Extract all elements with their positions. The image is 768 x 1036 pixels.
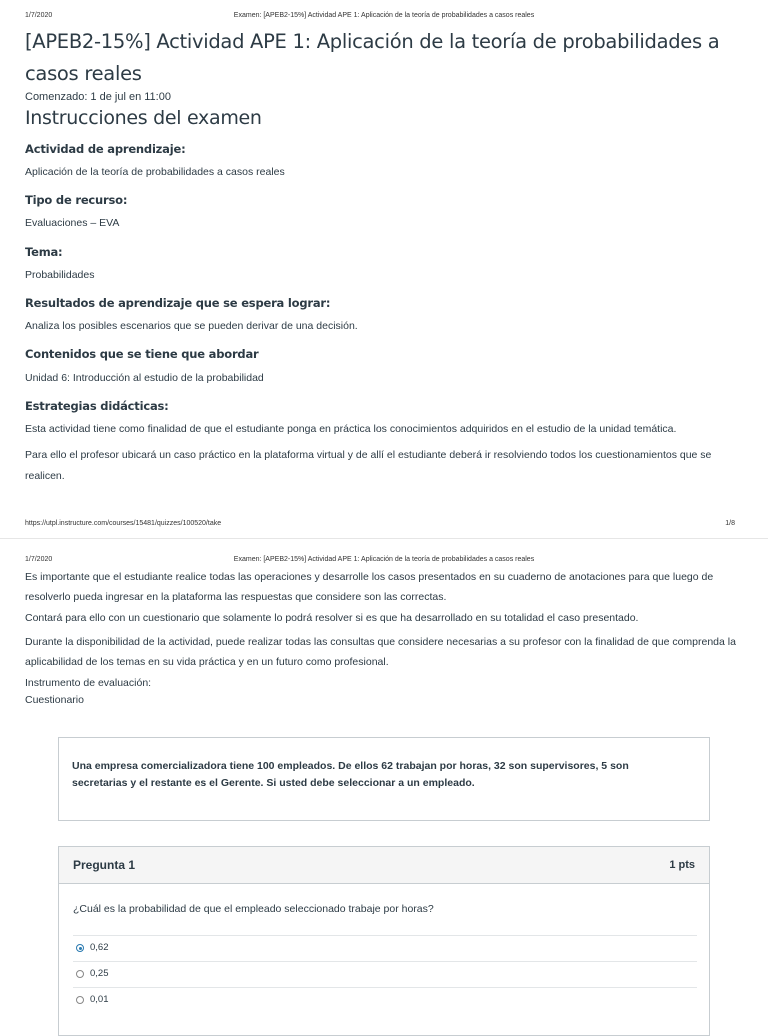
instructions-paragraph-3: Es importante que el estudiante realice todas las operaciones y desarrolle los casos presentados en su cuaderno de anotaciones para que luego de resolverlo pueda ingresar en la plataforma las respuestas que considere son las correctas.	[25, 571, 714, 603]
print-date: 1/7/2020	[25, 12, 53, 19]
answer-option-label[interactable]: 0,62	[90, 942, 109, 953]
question-points: 1 pts	[669, 859, 695, 871]
resource-value: Evaluaciones – EVA	[25, 217, 120, 229]
radio-unselected-icon[interactable]	[76, 970, 84, 978]
answer-option-label[interactable]: 0,01	[90, 994, 109, 1005]
strategies-paragraph-1: Esta actividad tiene como finalidad de que el estudiante ponga en práctica los conocimientos adquiridos en el estudio de la unidad temática.	[25, 423, 677, 435]
question-title: Pregunta 1	[73, 858, 136, 872]
topic-label: Tema:	[25, 245, 63, 259]
radio-selected-icon[interactable]	[76, 944, 84, 952]
outcomes-value: Analiza los posibles escenarios que se pueden derivar de una decisión.	[25, 320, 358, 332]
answer-option-label[interactable]: 0,25	[90, 968, 109, 979]
instructions-paragraph-5: Durante la disponibilidad de la actividad, puede realizar todas las consultas que considere necesarias a su profesor con la finalidad de que comprenda la aplicabilidad de los temas en su vida práctica y en un futuro como profesional.	[25, 636, 736, 668]
instructions-paragraph-4: Contará para ello con un cuestionario que solamente lo podrá resolver si es que ha desarrollado en su totalidad el caso presentado.	[25, 612, 639, 624]
contents-value: Unidad 6: Introducción al estudio de la probabilidad	[25, 372, 264, 384]
instructions-heading: Instrucciones del examen	[25, 107, 262, 129]
answer-option[interactable]	[73, 961, 697, 987]
activity-value: Aplicación de la teoría de probabilidades a casos reales	[25, 166, 285, 178]
quiz-started-time: Comenzado: 1 de jul en 11:00	[25, 91, 171, 103]
strategies-label: Estrategias didácticas:	[25, 399, 169, 413]
answer-option[interactable]	[73, 935, 697, 961]
contents-label: Contenidos que se tiene que abordar	[25, 347, 259, 361]
answer-option[interactable]	[73, 987, 697, 1013]
print-date: 1/7/2020	[25, 556, 53, 563]
print-page-number: 1/8	[725, 520, 735, 527]
print-doc-title: Examen: [APEB2-15%] Actividad APE 1: Aplicación de la teoría de probabilidades a casos reales	[233, 556, 535, 563]
strategies-paragraph-2: Para ello el profesor ubicará un caso práctico en la plataforma virtual y de allí el estudiante deberá ir resolviendo todos los cuestionamientos que se realicen.	[25, 449, 712, 482]
question-stem-text: Una empresa comercializadora tiene 100 empleados. De ellos 62 trabajan por horas, 32 son supervisores, 5 son secretarias y el restante es el Gerente. Si usted debe seleccionar a un empleado.	[72, 760, 629, 789]
page-separator	[0, 538, 768, 539]
quiz-title: [APEB2-15%] Actividad APE 1: Aplicación de la teoría de probabilidades a casos reales	[25, 30, 720, 85]
instrument-value: Cuestionario	[25, 694, 84, 706]
radio-unselected-icon[interactable]	[76, 996, 84, 1004]
outcomes-label: Resultados de aprendizaje que se espera lograr:	[25, 296, 331, 310]
topic-value: Probabilidades	[25, 269, 95, 281]
question-header	[59, 847, 709, 884]
activity-label: Actividad de aprendizaje:	[25, 142, 186, 156]
instrument-label: Instrumento de evaluación:	[25, 677, 152, 689]
question-text: ¿Cuál es la probabilidad de que el empleado seleccionado trabaje por horas?	[73, 903, 434, 915]
question-stem-box	[58, 737, 710, 821]
print-url: https://utpl.instructure.com/courses/15481/quizzes/100520/take	[25, 520, 222, 527]
resource-label: Tipo de recurso:	[25, 193, 128, 207]
question-card	[58, 846, 710, 1036]
print-doc-title: Examen: [APEB2-15%] Actividad APE 1: Aplicación de la teoría de probabilidades a casos reales	[233, 12, 535, 19]
